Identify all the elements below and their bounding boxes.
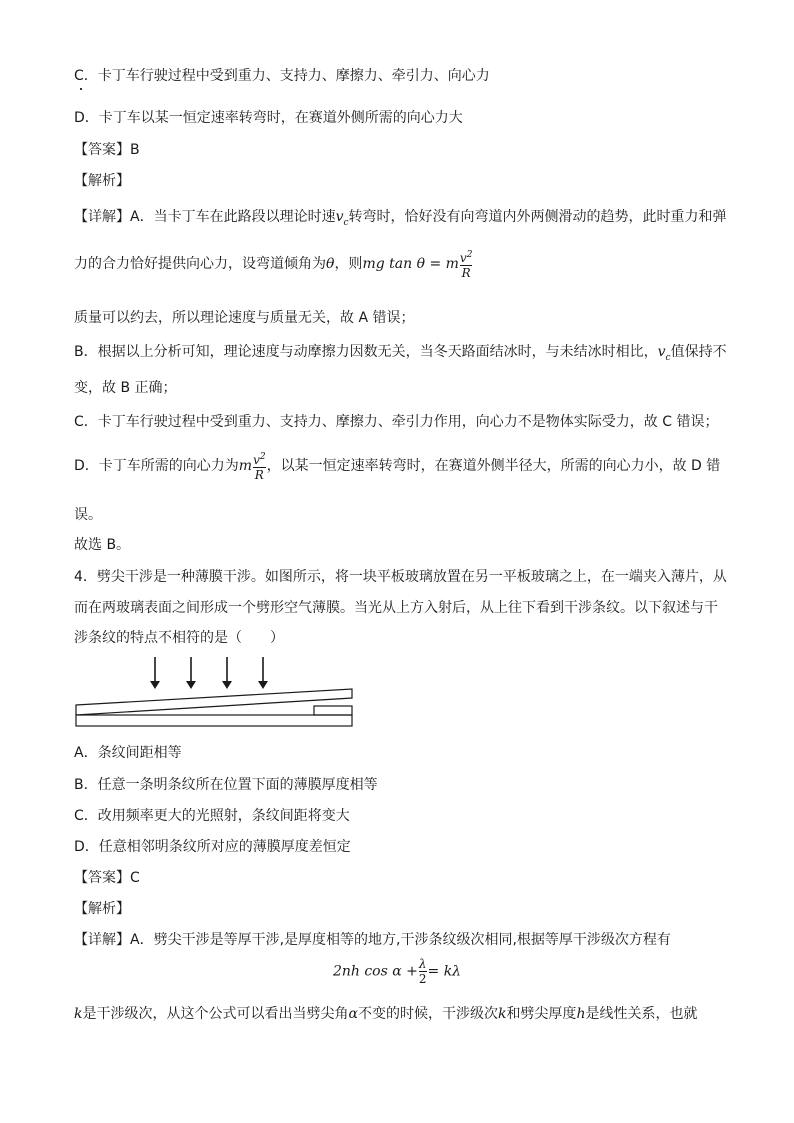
detail-b-line2: 变，故 B 正确； (74, 380, 177, 396)
q4-answer-label: 【答案】C (74, 870, 140, 886)
wedge-interference-diagram (70, 655, 370, 735)
thickness-equation (0, 957, 794, 986)
frac-num: v (459, 251, 467, 265)
light-arrow-2 (186, 657, 196, 689)
frac-exp: 2 (466, 250, 473, 260)
q4-option-a: A．条纹间距相等 (74, 745, 182, 761)
last-text-3: 和劈尖厚度 (506, 1006, 577, 1022)
spacer-sheet (314, 706, 352, 715)
velocity-subscript: c (343, 217, 349, 228)
frac-den: R (461, 266, 471, 280)
light-arrow-4 (258, 657, 268, 689)
q4-option-d: D．任意相邻明条纹所对应的薄膜厚度差恒定 (74, 839, 351, 855)
upper-glass-plate (76, 689, 352, 715)
light-arrow-3 (222, 657, 232, 689)
last-text-1: 是干涉级次，从这个公式可以看出当劈尖角 (82, 1006, 349, 1022)
velocity-symbol: v (335, 209, 344, 225)
frac-num-d: v (253, 453, 260, 467)
eq-right: = kλ (427, 963, 462, 980)
eq-left: 2nh cos α + (332, 963, 418, 980)
option-d: D．卡丁车以某一恒定速率转弯时，在赛道外侧所需的向心力大 (74, 110, 463, 126)
detail-a-text3: 力的合力恰好提供向心力，设弯道倾角为 (74, 256, 326, 272)
formula-lhs: mg tan θ = m (362, 256, 459, 272)
q4-stem-line1: 4．劈尖干涉是一种薄膜干涉。如图所示，将一块平板玻璃放置在另一平板玻璃之上，在一端夹入薄片，从 (74, 569, 727, 585)
mass-symbol: m (238, 458, 253, 474)
q4-option-c: C．改用频率更大的光照射，条纹间距将变大 (74, 808, 350, 824)
detail-d-text1: D．卡丁车所需的向心力为 (74, 458, 239, 474)
q4-detail-a: 【详解】A．劈尖干涉是等厚干涉,是厚度相等的地方,干涉条纹级次相同,根据等厚干涉级次方程有 (74, 932, 671, 948)
q4-stem-line3: 涉条纹的特点不相符的是（ ） (74, 630, 284, 646)
detail-a-text1: 【详解】A．当卡丁车在此路段以理论时速 (74, 209, 336, 225)
detail-a-text4: ，则 (334, 256, 363, 272)
velocity-symbol-b: v (657, 344, 666, 360)
alpha-symbol: α (348, 1006, 358, 1022)
detail-d-text2: ，以某一恒定速率转弯时，在赛道外侧半径大，所需的向心力小，故 D 错 (266, 458, 721, 474)
option-c: C．卡丁车行驶过程中受到重力、支持力、摩擦力、牵引力、向心力 (74, 68, 490, 84)
k-symbol-2: k (497, 1006, 507, 1022)
fraction-v2-over-r (460, 248, 473, 280)
detail-a-line2 (74, 248, 473, 280)
answer-label: 【答案】B (74, 142, 140, 158)
analysis-label: 【解析】 (74, 173, 130, 189)
stray-dot (80, 88, 82, 90)
q4-analysis-label: 【解析】 (74, 901, 130, 917)
detail-d-line2: 误。 (74, 507, 102, 523)
detail-a-line3: 质量可以约去，所以理论速度与质量无关，故 A 错误； (74, 310, 415, 326)
theta-symbol: θ (326, 256, 335, 272)
detail-b-text1: B．根据以上分析可知，理论速度与动摩擦力因数无关，当冬天路面结冰时，与未结冰时相比， (74, 344, 658, 360)
q4-stem-line2: 而在两玻璃表面之间形成一个劈形空气薄膜。当光从上方入射后，从上往下看到干涉条纹。以下叙述与干 (74, 600, 718, 616)
q4-last-line (74, 1004, 697, 1024)
frac-exp-d: 2 (259, 452, 266, 462)
detail-b-text2: 值保持不 (670, 344, 727, 360)
frac-den-d: R (254, 468, 264, 482)
last-text-4: 是线性关系，也就 (585, 1006, 698, 1022)
last-text-2: 不变的时候，干涉级次 (357, 1006, 498, 1022)
lower-glass-plate (76, 715, 352, 726)
h-symbol: h (576, 1006, 586, 1022)
detail-a-line1 (74, 207, 727, 233)
eq-fraction (419, 957, 427, 986)
light-arrow-1 (150, 657, 160, 689)
eq-frac-num: λ (418, 957, 427, 971)
detail-c-line: C．卡丁车行驶过程中受到重力、支持力、摩擦力、牵引力作用，向心力不是物体实际受力，故 C 错误； (74, 414, 719, 430)
conclusion: 故选 B。 (74, 537, 131, 553)
k-symbol: k (74, 1006, 83, 1022)
detail-d-line1 (74, 450, 720, 482)
detail-b-line1 (74, 342, 727, 368)
q4-option-b: B．任意一条明条纹所在位置下面的薄膜厚度相等 (74, 777, 378, 793)
detail-a-text2: 转弯时，恰好没有向弯道内外两侧滑动的趋势，此时重力和弹 (348, 209, 727, 225)
eq-frac-den: 2 (418, 972, 427, 986)
fraction-v2-over-r-d (253, 450, 266, 482)
velocity-subscript-b: c (665, 352, 671, 363)
